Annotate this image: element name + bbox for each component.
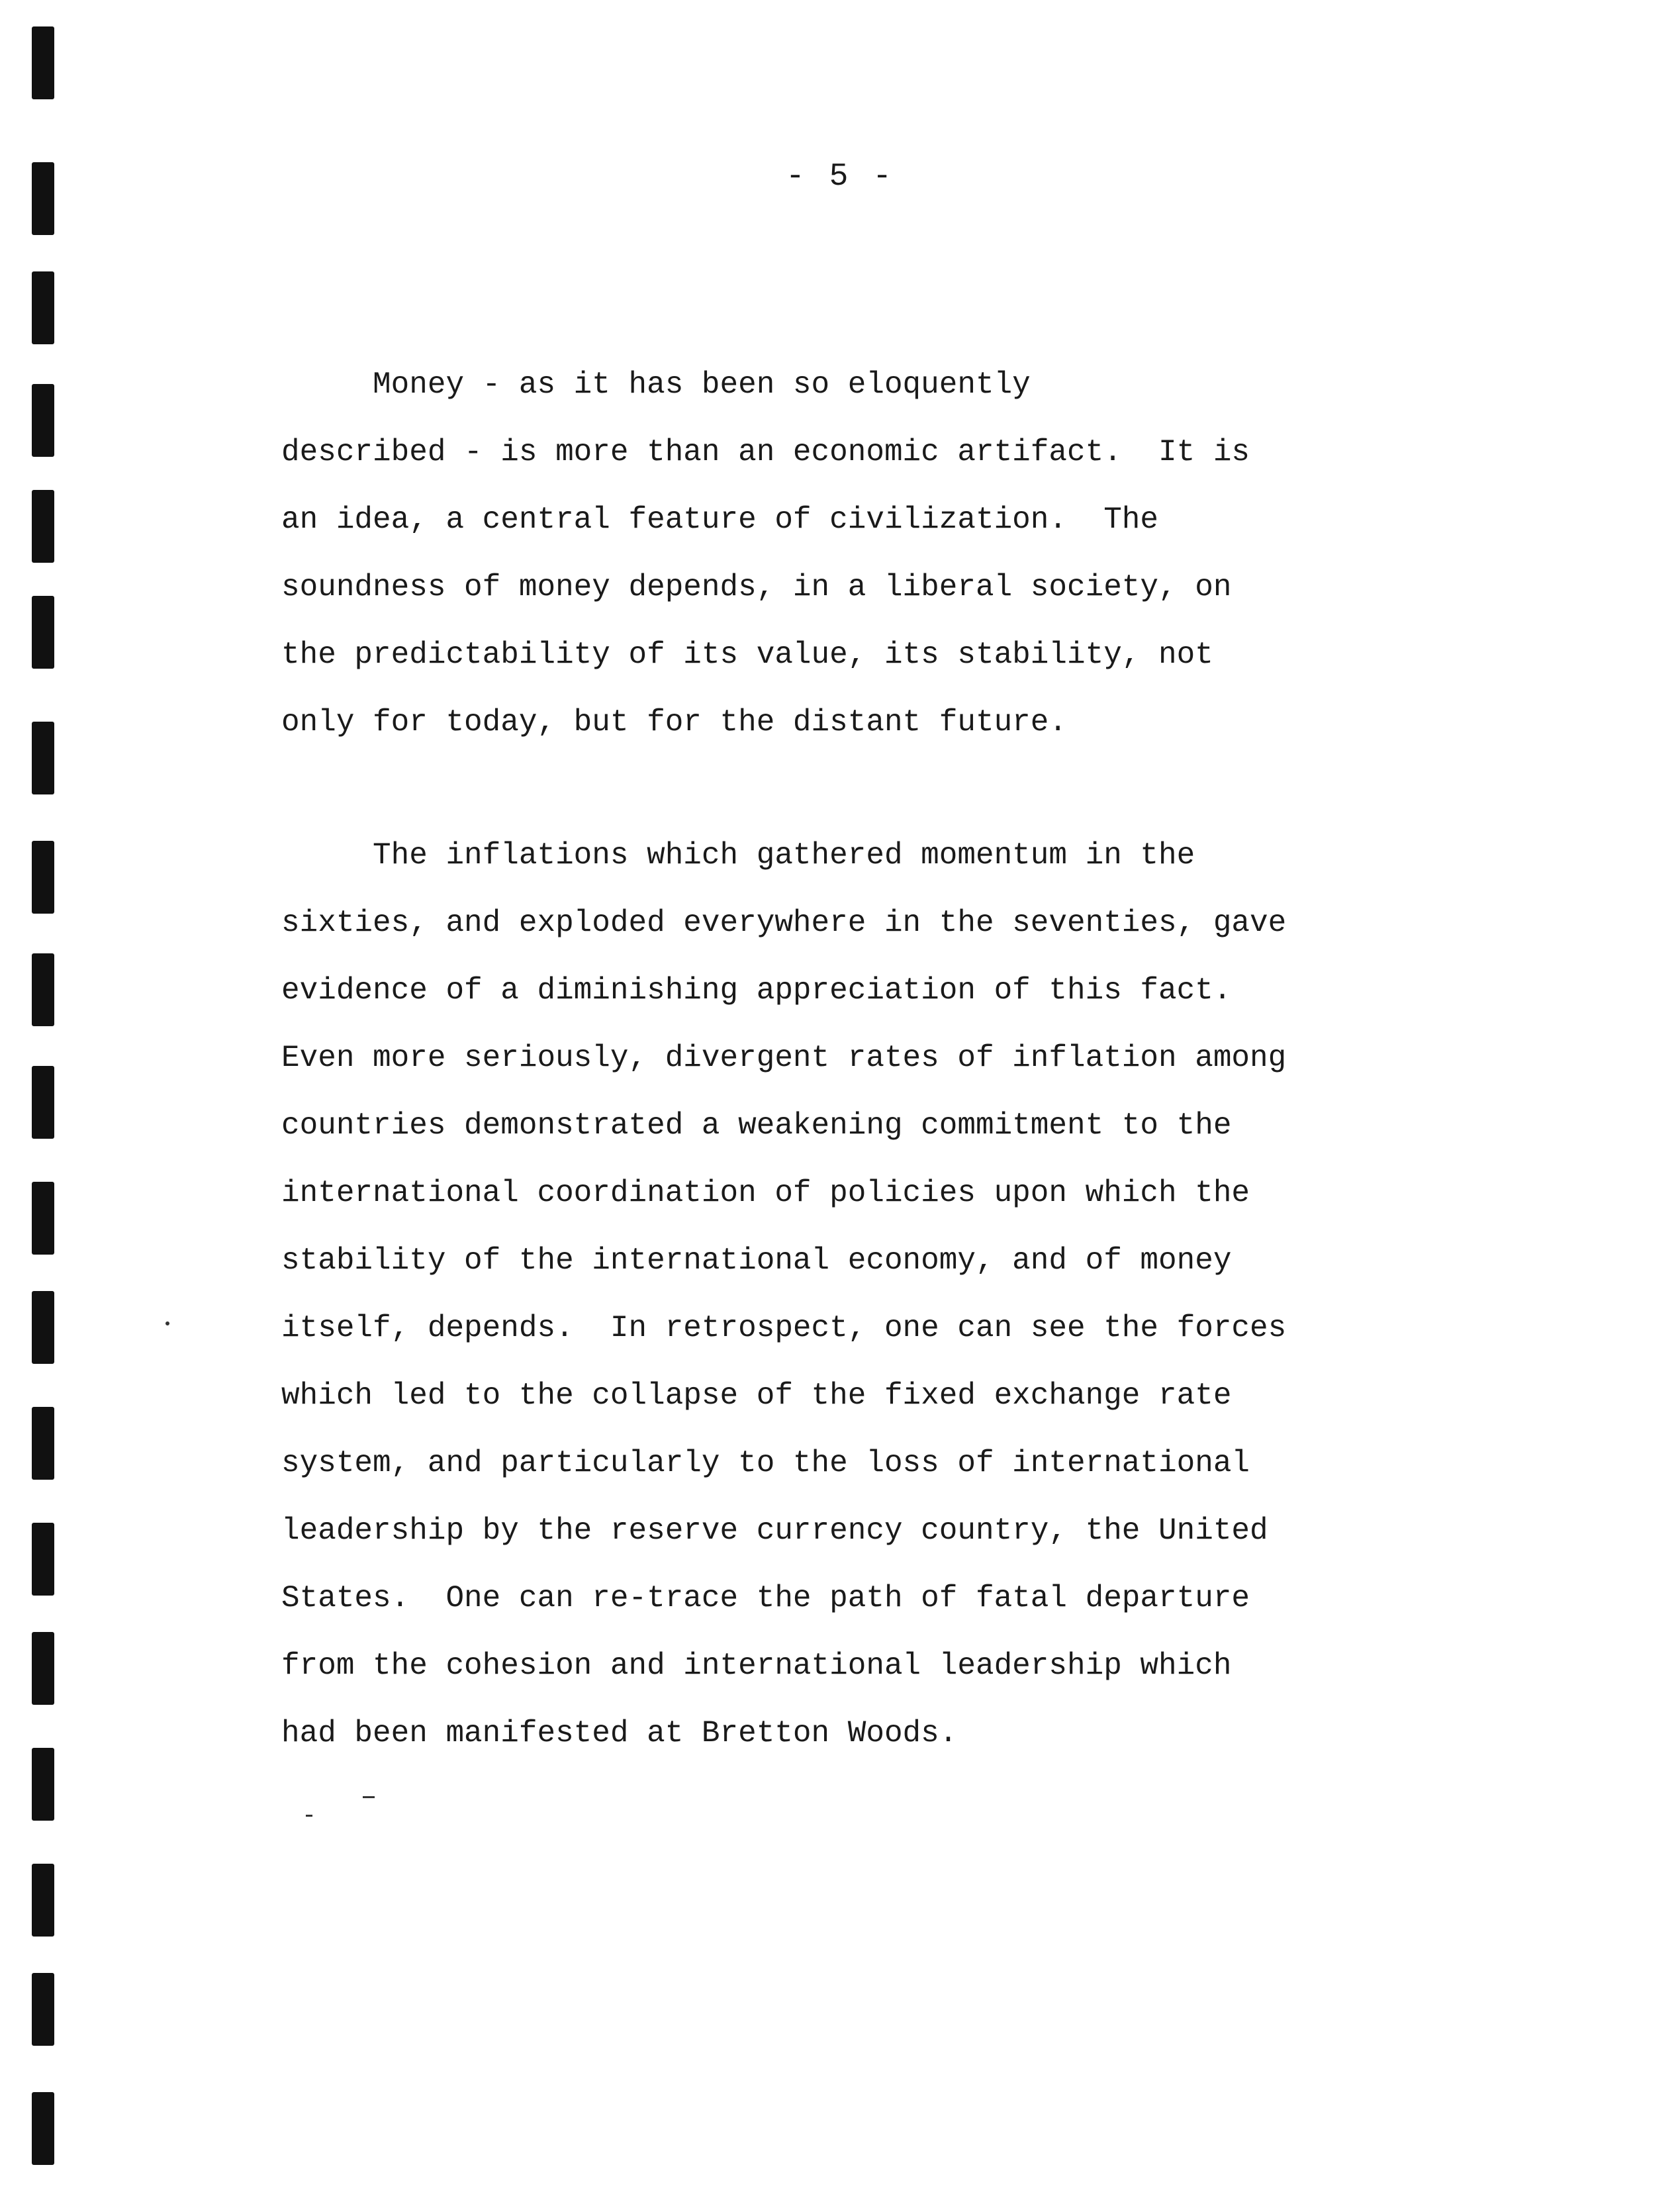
binding-hole-mark bbox=[32, 384, 54, 457]
binding-hole-mark bbox=[32, 1748, 54, 1821]
binding-hole-mark bbox=[32, 1182, 54, 1255]
text-line: Money - as it has been so eloquently bbox=[281, 367, 1031, 402]
binding-hole-mark bbox=[32, 596, 54, 669]
binding-hole-mark bbox=[32, 1523, 54, 1596]
text-line: an idea, a central feature of civilization. The bbox=[281, 503, 1159, 537]
paragraph-money bbox=[281, 351, 1473, 756]
binding-hole-mark bbox=[32, 26, 54, 99]
binding-hole-mark bbox=[32, 1973, 54, 2046]
text-line: which led to the collapse of the fixed exchange rate bbox=[281, 1378, 1232, 1413]
text-line: The inflations which gathered momentum in the bbox=[281, 838, 1195, 873]
binding-hole-mark bbox=[32, 1291, 54, 1364]
binding-hole-mark bbox=[32, 271, 54, 344]
text-line: international coordination of policies upon which the bbox=[281, 1176, 1250, 1210]
text-line: described - is more than an economic artifact. It is bbox=[281, 435, 1250, 469]
text-line: had been manifested at Bretton Woods. bbox=[281, 1716, 958, 1750]
binding-hole-mark bbox=[32, 1407, 54, 1480]
binding-strip bbox=[0, 0, 73, 2204]
binding-hole-mark bbox=[32, 490, 54, 563]
text-line: Even more seriously, divergent rates of inflation among bbox=[281, 1041, 1287, 1075]
text-line: soundness of money depends, in a liberal society, on bbox=[281, 570, 1232, 604]
stray-dash bbox=[363, 1796, 375, 1798]
stray-dot bbox=[165, 1321, 169, 1325]
text-line: States. One can re-trace the path of fatal departure bbox=[281, 1581, 1250, 1615]
text-line: system, and particularly to the loss of international bbox=[281, 1446, 1250, 1480]
stray-dash bbox=[306, 1815, 312, 1817]
binding-hole-mark bbox=[32, 1632, 54, 1705]
text-line: sixties, and exploded everywhere in the seventies, gave bbox=[281, 906, 1287, 940]
text-line: countries demonstrated a weakening commitment to the bbox=[281, 1108, 1232, 1143]
binding-hole-mark bbox=[32, 1864, 54, 1937]
binding-hole-mark bbox=[32, 1066, 54, 1139]
binding-hole-mark bbox=[32, 953, 54, 1026]
paragraph-inflations bbox=[281, 822, 1473, 1767]
text-line: stability of the international economy, and of money bbox=[281, 1243, 1232, 1278]
binding-hole-mark bbox=[32, 841, 54, 914]
text-line: the predictability of its value, its stability, not bbox=[281, 638, 1213, 672]
binding-hole-mark bbox=[32, 2092, 54, 2165]
text-line: only for today, but for the distant future. bbox=[281, 705, 1067, 740]
text-line: itself, depends. In retrospect, one can see the forces bbox=[281, 1311, 1287, 1345]
text-line: from the cohesion and international leadership which bbox=[281, 1649, 1232, 1683]
page-number: - 5 - bbox=[785, 159, 895, 195]
text-line: leadership by the reserve currency country, the United bbox=[281, 1513, 1268, 1548]
text-line: evidence of a diminishing appreciation of this fact. bbox=[281, 973, 1232, 1008]
binding-hole-mark bbox=[32, 722, 54, 794]
